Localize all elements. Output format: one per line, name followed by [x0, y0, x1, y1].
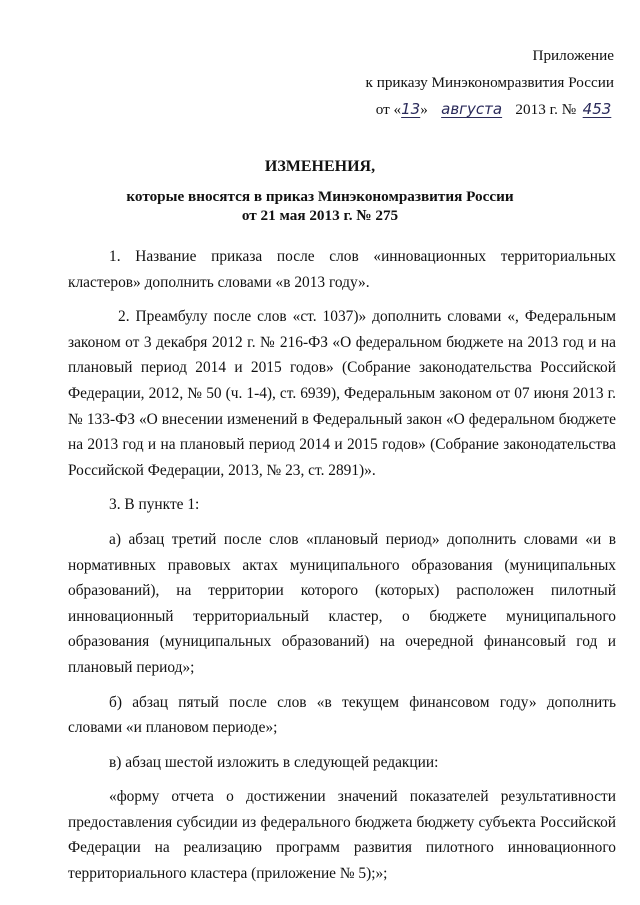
handwritten-order-number: 453	[582, 100, 612, 118]
appendix-label: Приложение	[532, 47, 614, 64]
document-body	[68, 244, 616, 887]
document-title: ИЗМЕНЕНИЯ,	[264, 158, 376, 175]
handwritten-day: 13	[401, 100, 421, 118]
paragraph-2: 2. Преамбулу после слов «ст. 1037)» дополнить словами «, Федеральным законом от 3 декабря 2012 г. № 216-ФЗ «О федеральном бюджете на 2013 год и на плановый период 2014 и 2015 годов» (Собрание законодательства Российской Федерации, 2012, № 50 (ч. 1-4), ст. 6939), Федеральным законом от 07 июня 2013 г. № 133-ФЗ «О внесении изменений в Федеральный закон «О федеральном бюджете на 2013 год и на плановый период 2014 и 2015 годов» (Собрание законодательства Российской Федерации, 2013, № 23, ст. 2891)».	[68, 308, 616, 479]
date-close-quote: »	[420, 101, 428, 118]
appendix-header	[314, 42, 614, 123]
paragraph-3a: а) абзац третий после слов «плановый период» дополнить словами «и в нормативных правовых актах муниципального образования (муниципальных образований), на территории которого (которых) расположен пилотный инновационный территориальный кластер, о бюджете муниципального образования (муниципальных образований) на очередной финансовый год и плановый период»;	[68, 530, 616, 676]
paragraph-3c: в) абзац шестой изложить в следующей редакции:	[109, 753, 439, 771]
document-subtitle-line1: которые вносятся в приказ Минэкономразвития России	[126, 188, 514, 205]
paragraph-3b: б) абзац пятый после слов «в текущем финансовом году» дополнить словами «и плановом периоде»;	[68, 693, 616, 737]
date-prefix: от «	[375, 101, 402, 118]
paragraph-3c-text: «форму отчета о достижении значений показателей результативности предоставления субсидии из федерального бюджета бюджету субъекта Российской Федерации на реализацию программ развития пилотного инновационного территориального кластера (приложение № 5);»;	[68, 788, 616, 883]
paragraph-3: 3. В пункте 1:	[109, 496, 200, 514]
handwritten-month: августа	[441, 100, 503, 118]
order-reference: к приказу Минэкономразвития России	[365, 74, 614, 91]
year-and-number-label: 2013 г. №	[515, 101, 577, 118]
paragraph-1: 1. Название приказа после слов «инновационных территориальных кластеров» дополнить словами «в 2013 году».	[68, 248, 616, 291]
order-date-line	[314, 96, 614, 123]
document-subtitle-line2: от 21 мая 2013 г. № 275	[241, 207, 399, 224]
